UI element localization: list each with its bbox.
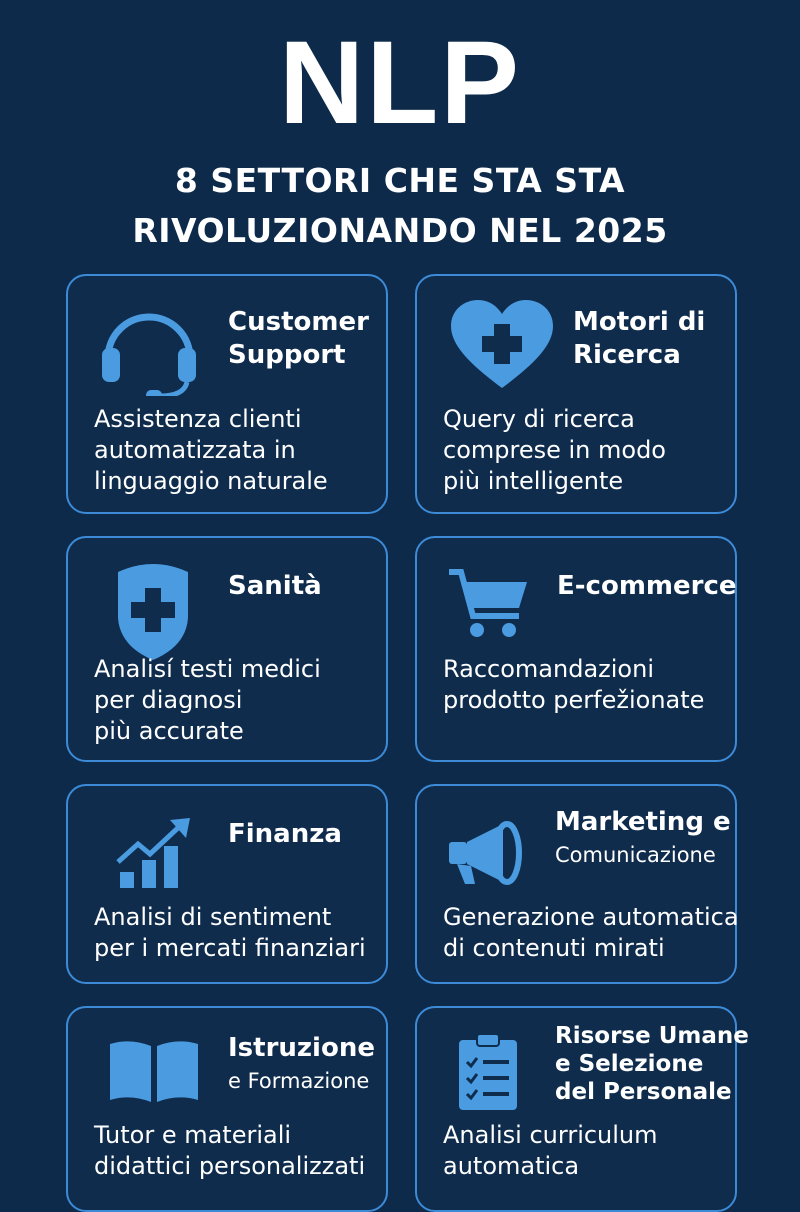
subtitle-line-1: 8 SETTORI CHE STA STA (174, 161, 626, 200)
card-motori-di-ricerca (415, 274, 737, 514)
card-description: Analisi curriculum automatica (443, 1121, 658, 1180)
card-finanza (66, 784, 388, 984)
card-title: Istruzione e Formazione (228, 1033, 375, 1093)
cart-icon (447, 566, 531, 642)
page-title: NLP (279, 17, 521, 149)
card-risorse-umane (415, 1006, 749, 1212)
heart-plus-icon (447, 296, 557, 396)
card-title: Customer Support (228, 307, 369, 370)
card-description: Assistenza clienti automatizzata in linguaggio naturale (94, 405, 328, 495)
clipboard-icon (455, 1032, 521, 1112)
growth-chart-icon (114, 814, 194, 890)
card-istruzione (66, 1006, 388, 1212)
card-title: Sanità (228, 571, 322, 601)
card-customer-support (66, 274, 388, 514)
page-subtitle (0, 156, 800, 256)
card-description: Generazione automatica di contenuti mirati (443, 903, 739, 962)
card-title: Marketing e Comunicazione (555, 807, 731, 867)
card-description: Raccomandazioni prodotto perfežionate (443, 655, 705, 714)
megaphone-icon (445, 816, 531, 892)
card-title: Motori di Ricerca (573, 307, 706, 370)
subtitle-line-2: RIVOLUZIONANDO NEL 2025 (132, 211, 668, 250)
headset-icon (94, 296, 204, 396)
card-title: E-commerce (557, 571, 737, 601)
card-e-commerce (415, 536, 737, 762)
card-description: Analisí testi medici per diagnosi più accurate (94, 655, 321, 745)
card-title: Risorse Umane e Selezione del Personale (555, 1023, 749, 1105)
card-description: Analisi di sentiment per i mercati finanziari (94, 903, 366, 962)
card-marketing (415, 784, 737, 984)
shield-plus-icon (108, 562, 198, 662)
card-description: Query di ricerca comprese in modo più intelligente (443, 405, 666, 495)
card-title: Finanza (228, 819, 342, 849)
book-icon (108, 1038, 200, 1104)
card-sanita (66, 536, 388, 762)
card-description: Tutor e materiali didattici personalizzati (94, 1121, 366, 1180)
